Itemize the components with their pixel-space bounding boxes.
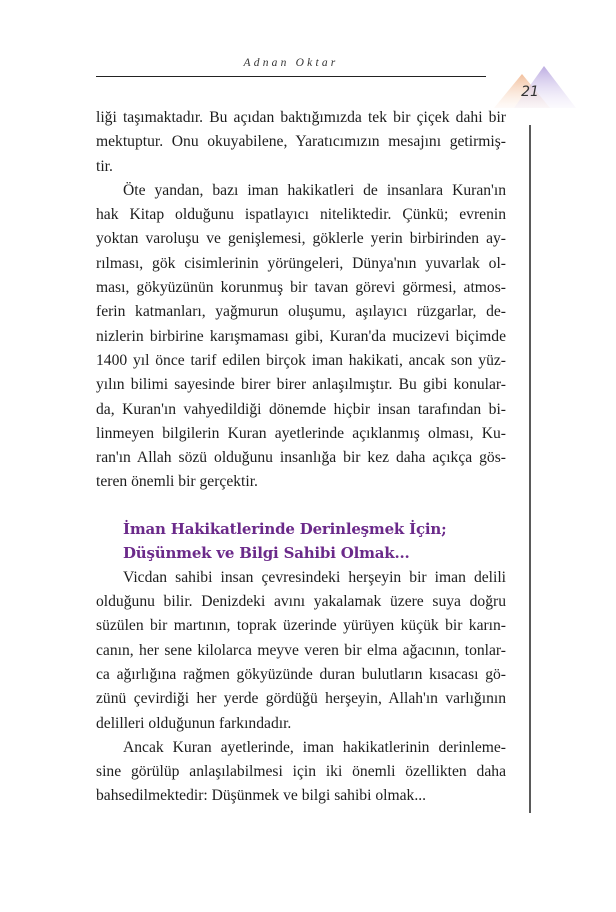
text-line: ferin katmanları, yağmurun oluşumu, aşılayıcı rüzgarlar, de- <box>96 303 506 321</box>
text-line: sine görülüp anlaşılabilmesi için iki önemli özellikten daha <box>96 763 506 781</box>
section-heading <box>123 517 506 566</box>
text-line: mektuptur. Onu okuyabilene, Yaratıcımızın mesajını getirmiş- <box>96 133 506 151</box>
heading-line: İman Hakikatlerinde Derinleşmek İçin; <box>123 519 447 538</box>
paragraph-1 <box>96 106 506 179</box>
text-line: yoktan varoluşu ve genişlemesi, göklerle yerin birbirinden ay- <box>96 230 506 248</box>
text-line: tir. <box>96 157 113 175</box>
page-number: 21 <box>521 84 539 100</box>
heading-line: Düşünmek ve Bilgi Sahibi Olmak... <box>123 544 410 563</box>
header-rule <box>96 76 486 77</box>
text-line: olduğunu bilir. Denizdeki avını yakalamak üzere suya doğru <box>96 593 506 611</box>
text-line: delilleri olduğunun farkındadır. <box>96 714 292 732</box>
text-line: liği taşımaktadır. Bu açıdan baktığımızda tek bir çiçek dahi bir <box>96 109 506 126</box>
text-line: da, Kuran'ın vahyedildiği dönemde hiçbir insan tarafından bi- <box>96 400 506 418</box>
text-line: teren önemli bir gerçektir. <box>96 473 258 491</box>
text-line: süzülen bir martının, toprak üzerinde yürüyen küçük bir karın- <box>96 617 506 635</box>
text-line: ca ağırlığına rağmen gökyüzünde duran bulutların kısacası gö- <box>96 665 506 683</box>
text-line: Vicdan sahibi insan çevresindeki herşeyin bir iman delili <box>123 568 506 586</box>
paragraph-4 <box>96 736 506 809</box>
text-line: linmeyen bilgilerin Kuran ayetlerinde açıklanmış olması, Ku- <box>96 424 506 442</box>
text-line: ran'ın Allah sözü olduğunu insanlığa bir kez daha açıkça gös- <box>96 449 506 467</box>
text-line: Ancak Kuran ayetlerinde, iman hakikatlerinin derinleme- <box>123 738 506 756</box>
text-line: canın, her sene kilolarca meyve veren bir elma ağacının, tonlar- <box>96 641 506 659</box>
paragraph-3 <box>96 566 506 736</box>
running-head: Adnan Oktar <box>243 57 339 69</box>
text-line: ması, gökyüzünün korunmuş bir tavan görevi görmesi, atmos- <box>96 279 506 297</box>
text-line: nizlerin birbirine karışmaması gibi, Kuran'da mucizevi biçimde <box>96 327 506 345</box>
text-line: bahsedilmektedir: Düşünmek ve bilgi sahibi olmak... <box>96 787 427 805</box>
text-line: yılın bilimi sayesinde birer birer anlaşılmıştır. Bu gibi konular- <box>96 376 506 394</box>
text-line: Öte yandan, bazı iman hakikatleri de insanlara Kuran'ın <box>123 181 506 199</box>
text-line: rılması, gök cisimlerinin yörüngeleri, Dünya'nın yuvarlak ol- <box>96 254 506 272</box>
text-line: 1400 yıl önce tarif edilen birçok iman hakikati, ancak son yüz- <box>96 351 506 369</box>
text-line: hak Kitap olduğunu ispatlayıcı niteliktedir. Çünkü; evrenin <box>96 206 506 224</box>
margin-rule <box>529 125 531 813</box>
page-body <box>96 106 506 809</box>
text-line: zünü çevirdiği her yerde gördüğü herşeyin, Allah'ın varlığının <box>96 690 506 708</box>
paragraph-2 <box>96 179 506 495</box>
